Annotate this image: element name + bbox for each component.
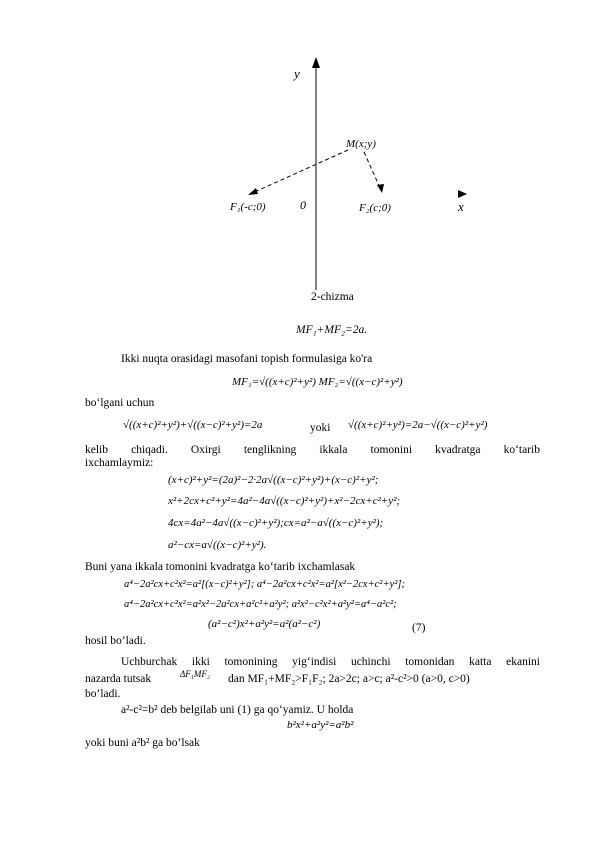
eq-3: 4cx=4a²−4a√((x−c)²+y²);cx=a²−a√((x−c)²+y²);	[168, 517, 384, 529]
ellipse-figure	[0, 0, 595, 300]
x-axis-arrow	[458, 190, 467, 198]
eq-1: (x+c)²+y²=(2a)²−2·2a√((x−c)²+y²)+(x−c)²+y²;	[168, 474, 379, 486]
eq-5: a⁴−2a²cx+c²x²=a²[(x−c)²+y²]; a⁴−2a²cx+c²x²=a²[x²−2cx+c²+y²];	[124, 579, 405, 590]
eq-7: (a²−c²)x²+a²y²=a²(a²−c²)	[208, 618, 321, 630]
line-3: MF₁=√((x+c)²+y²) MF₂=√((x−c)²+y²)	[232, 376, 403, 388]
mf2-line	[364, 152, 381, 190]
line-5c: √((x+c)²+y²)=2a−√((x−c)²+y²)	[348, 419, 488, 431]
figure-caption: 2-chizma	[311, 291, 354, 303]
line-8: Buni yana ikkala tomonini kvadratga ko‘tarib ixchamlasak	[85, 561, 356, 573]
line-14: yoki buni a²b² ga bo’lsak	[85, 737, 200, 749]
line-9: hosil bo’ladi.	[85, 635, 146, 647]
eq-4: a²−cx=a√((x−c)²+y²).	[168, 539, 267, 551]
line-7: ixchamlaymiz:	[85, 457, 154, 469]
line-1: MF₁+MF₂=2a.	[296, 324, 368, 336]
line-6: kelib chiqadi. Oxirgi tenglikning ikkala tomonini kvadratga ko‘tarib	[85, 444, 540, 456]
mf1-line	[250, 150, 348, 194]
line-2: Ikki nuqta orasidagi masofani topish formulasiga ko'ra	[121, 353, 373, 365]
line-11a: nazarda tutsak	[85, 673, 152, 685]
focus1-label: F₁(-c;0)	[230, 201, 266, 213]
line-5b: yoki	[310, 422, 331, 434]
eq-6: a⁴−2a²cx+c²x²=a²x²−2a²cx+a²c²+a²y²; a²x²−c²x²+a²y²=a⁴−a²c²;	[124, 599, 397, 610]
mf1-arrow	[248, 188, 258, 195]
eq-8: b²x²+a²y²=a²b²	[287, 719, 354, 731]
line-11c: dan MF₁+MF₂>F₁F₂; 2a>2c; a>c; a²-c²>0 (a>0, c>0)	[228, 673, 470, 685]
line-5a: √((x+c)²+y²)+√((x−c)²+y²)=2a	[123, 419, 263, 431]
line-10: Uchburchak ikki tomonining yig‘indisi uchinchi tomonidan katta ekanini	[121, 656, 540, 668]
mf2-arrow	[377, 184, 384, 193]
eq-7-number: (7)	[412, 622, 426, 634]
line-11b: ΔF₁MF₂	[180, 669, 211, 679]
point-m-label: M(x;y)	[346, 138, 376, 150]
axis-y-label: y	[294, 66, 300, 81]
axis-x-label: x	[458, 199, 464, 214]
y-axis-arrow	[312, 57, 320, 68]
line-13: a²-c²=b² deb belgilab uni (1) ga qo‘yamiz. U holda	[121, 704, 354, 716]
line-4: bo‘lgani uchun	[85, 397, 155, 409]
eq-2: x²+2cx+c²+y²=4a²−4a√((x−c)²+y²)+x²−2cx+c²+y²;	[168, 495, 401, 507]
focus2-label: F₂(c;0)	[359, 202, 391, 214]
line-12: bo’ladi.	[85, 688, 121, 700]
origin-label: 0	[300, 198, 306, 212]
